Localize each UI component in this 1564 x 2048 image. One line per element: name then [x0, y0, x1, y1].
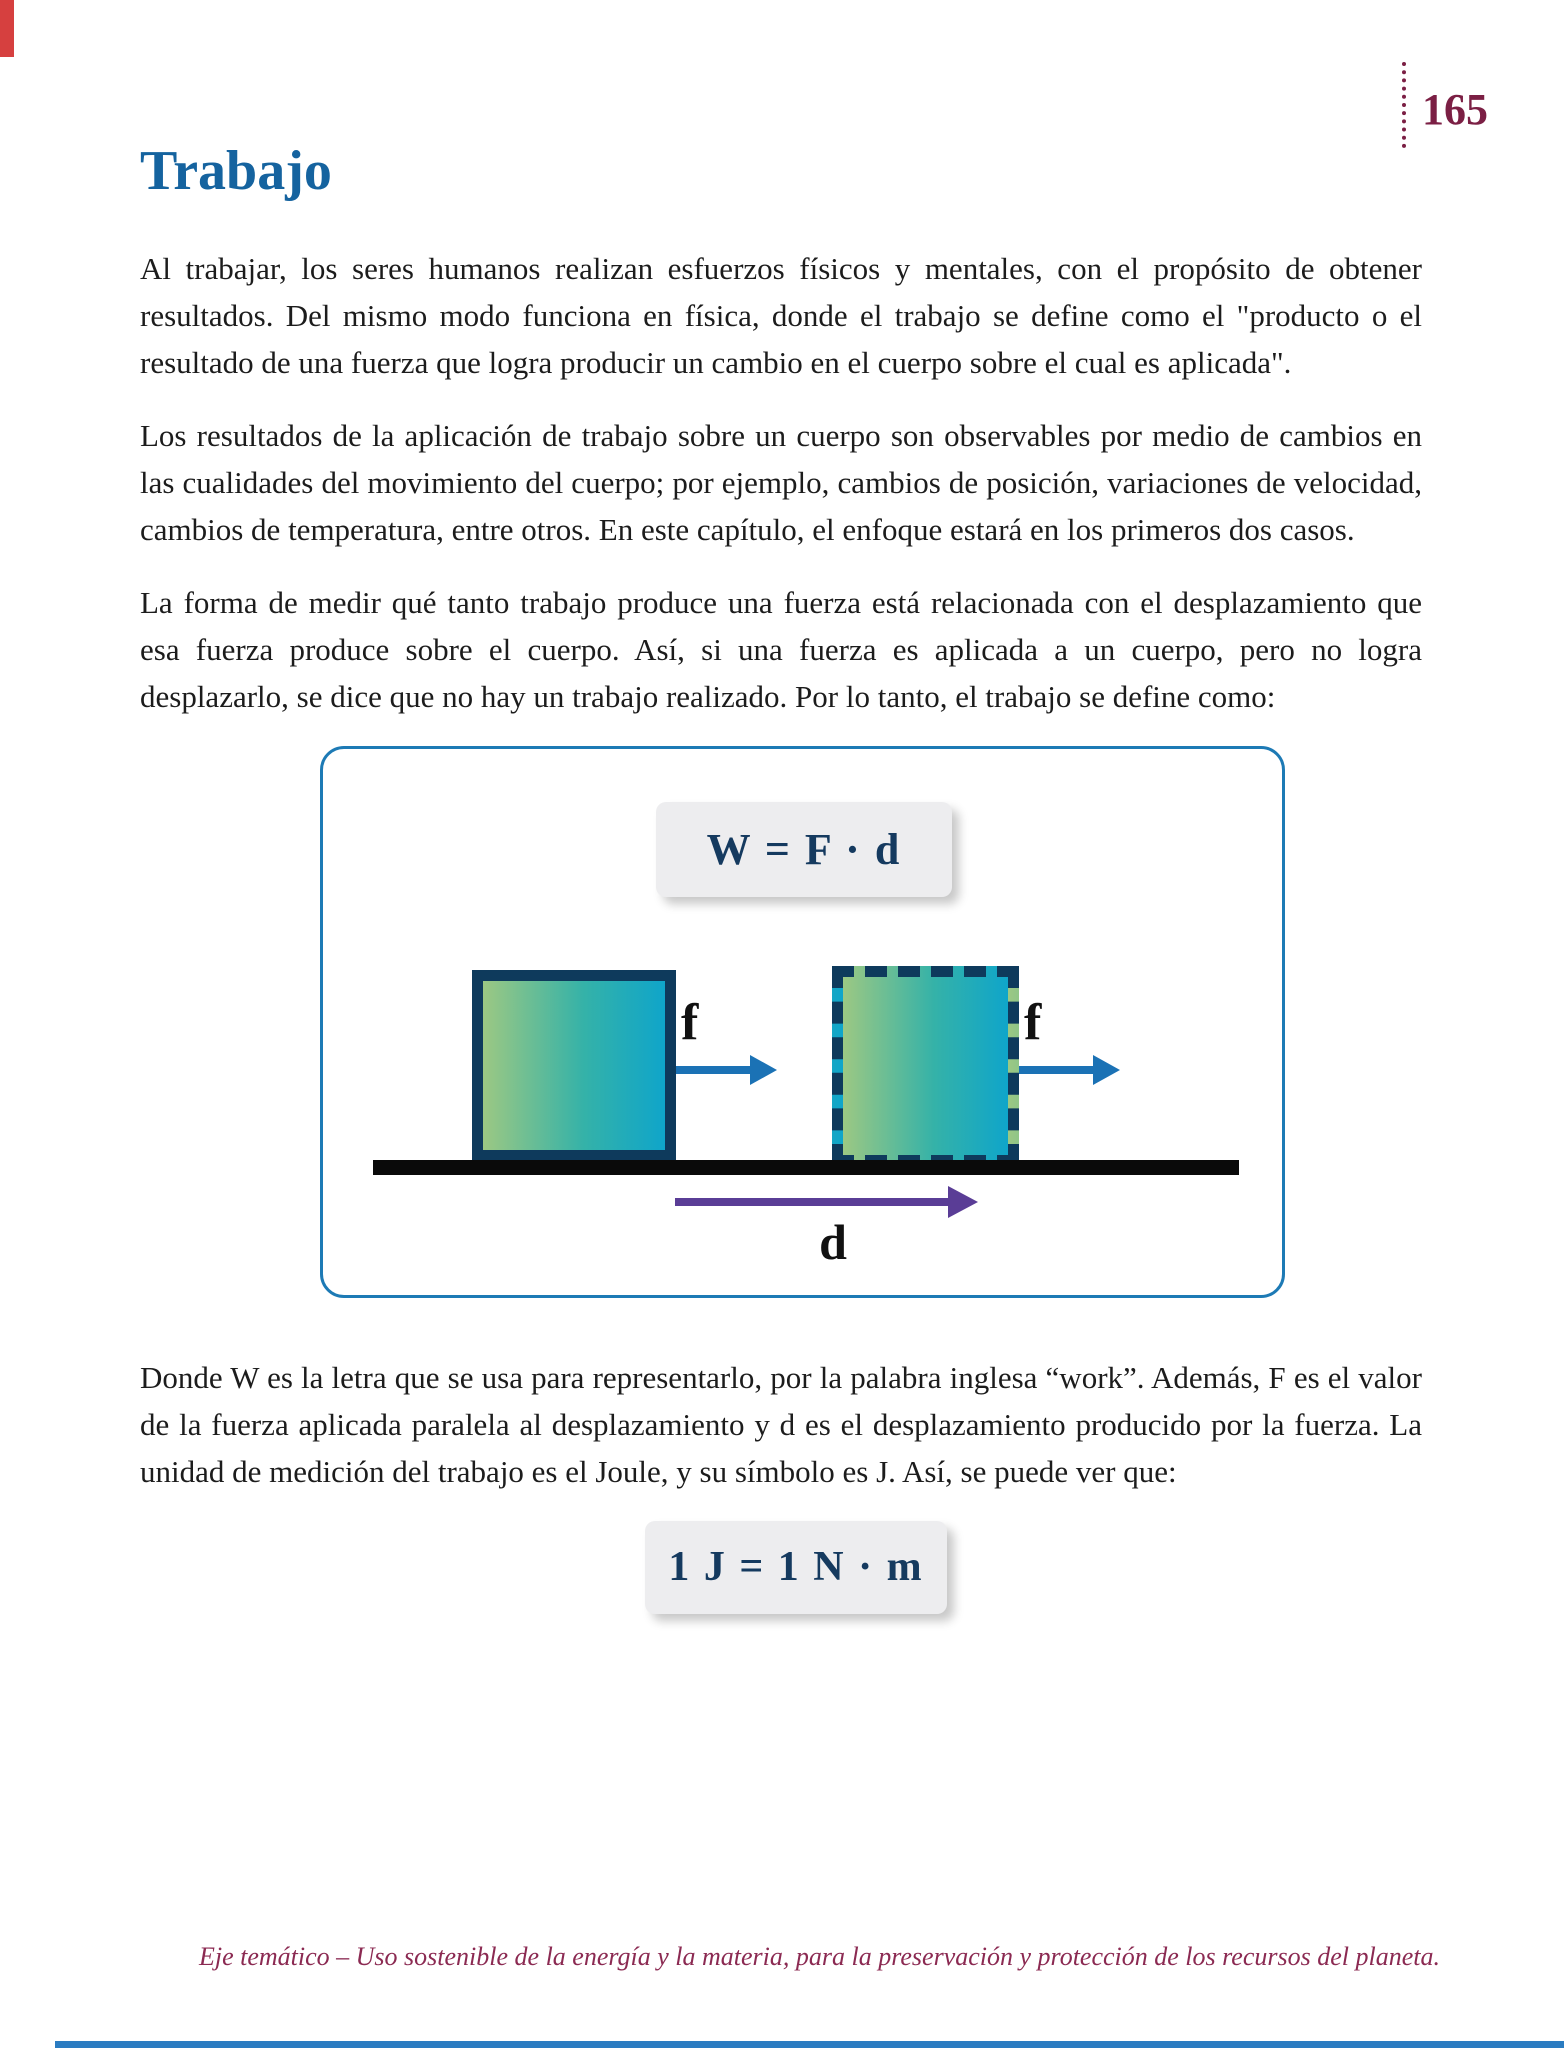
- paragraph-measure: La forma de medir qué tanto trabajo produce una fuerza está relacionada con el desplazamiento que esa fuerza produce sobre el cuerpo. Así, si una fuerza es aplicada a un cuerpo, pero no logra desplazarlo, se dice que no hay un trabajo realizado. Por lo tanto, el trabajo se define como:: [140, 584, 1422, 714]
- paragraph-results: Los resultados de la aplicación de trabajo sobre un cuerpo son observables por medio de cambios en las cualidades del movimiento del cuerpo; por ejemplo, cambios de posición, variaciones de velocidad, cambios de temperatura, entre otros. En este capítulo, el enfoque estará en los primeros dos casos.: [140, 417, 1422, 547]
- force-arrowhead-right-icon: [1093, 1055, 1120, 1085]
- displacement-arrowhead-icon: [948, 1186, 978, 1218]
- work-formula-text: W = F · d: [706, 824, 902, 874]
- displacement-label: d: [819, 1213, 847, 1270]
- block-initial: [472, 970, 676, 1161]
- force-label-right: f: [1024, 993, 1042, 1051]
- block-displaced: [832, 966, 1019, 1166]
- force-arrow-left-icon: [676, 1066, 750, 1074]
- force-arrowhead-left-icon: [750, 1055, 777, 1085]
- ground-line: [373, 1160, 1239, 1175]
- force-arrow-right-icon: [1019, 1066, 1093, 1074]
- page-number: 165: [1422, 85, 1488, 134]
- force-label-left: f: [681, 993, 699, 1051]
- paragraph-intro: Al trabajar, los seres humanos realizan esfuerzos físicos y mentales, con el propósito de obtener resultados. Del mismo modo funciona en física, donde el trabajo se define como el "producto o el resultado de una fuerza que logra producir un cambio en el cuerpo sobre el cual es aplicada".: [140, 250, 1422, 380]
- work-formula-card: [656, 802, 952, 897]
- corner-accent-bar: [0, 0, 14, 57]
- page-title: Trabajo: [140, 140, 332, 202]
- joule-formula-text: 1 J = 1 N · m: [668, 1544, 924, 1591]
- bottom-edge-bar: [55, 2041, 1564, 2048]
- displacement-arrow-icon: [675, 1198, 948, 1206]
- work-diagram: [320, 746, 1285, 1298]
- dotted-rule: [1402, 62, 1406, 148]
- paragraph-units: Donde W es la letra que se usa para representarlo, por la palabra inglesa “work”. Además, F es el valor de la fuerza aplicada paralela al desplazamiento y d es el desplazamiento producido por la fuerza. La unidad de medición del trabajo es el Joule, y su símbolo es J. Así, se puede ver que:: [140, 1359, 1422, 1489]
- main-column: [140, 142, 1422, 1614]
- joule-formula-card: [645, 1521, 947, 1614]
- footer-theme-line: Eje temático – Uso sostenible de la energía y la materia, para la preservación y protección de los recursos del planeta.: [198, 1942, 1440, 1971]
